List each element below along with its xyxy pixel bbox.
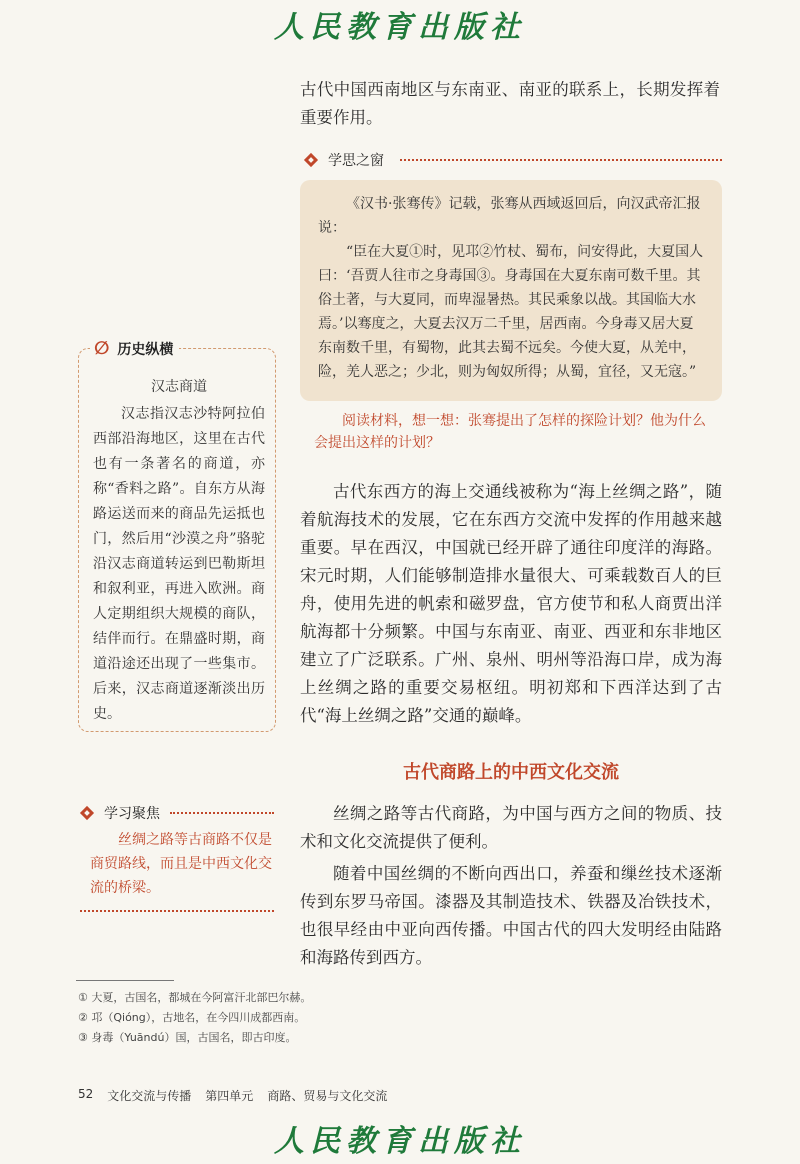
diamond-icon	[304, 153, 318, 167]
focus-label-text: 学习聚焦	[104, 806, 160, 822]
diamond-icon	[80, 806, 94, 820]
unit-number: 第四单元	[205, 1089, 254, 1103]
footnote-1: ① 大夏，古国名，都城在今阿富汗北部巴尔赫。	[78, 991, 312, 1004]
footnote-rule	[76, 980, 174, 981]
page-footer	[78, 1087, 387, 1104]
footnotes	[78, 988, 718, 1048]
main-paragraph	[300, 478, 722, 730]
focus-divider	[170, 812, 274, 814]
intro-text: 古代中国西南地区与东南亚、南亚的联系上，长期发挥着重要作用。	[300, 80, 720, 127]
swirl-icon: ∅	[94, 338, 110, 359]
history-sidebar	[78, 348, 276, 732]
publisher-logo-top: 人民教育出版社	[274, 10, 526, 45]
sidebar-title: 汉志商道	[151, 379, 207, 395]
thinking-window-label-text: 学思之窗	[328, 153, 384, 169]
book-title: 文化交流与传播	[107, 1089, 192, 1103]
history-sidebar-label	[90, 338, 179, 359]
sidebar-text: 汉志指汉志沙特阿拉伯西部沿海地区，这里在古代也有一条著名的商道，亦称“香料之路”。自东方从海路运送而来的商品先运抵也门，然后用“沙漠之舟”骆驼沿汉志商道转运到巴勒斯坦和叙利亚，再进入欧洲。商人定期组织大规模的商队，结伴而行。在鼎盛时期，商道沿途还出现了一些集市。后来，汉志商道逐渐淡出历史。	[93, 406, 265, 722]
footnote-3: ③ 身毒（Yuāndú）国，古国名，即古印度。	[78, 1031, 297, 1044]
publisher-logo-bottom: 人民教育出版社	[274, 1124, 526, 1159]
thinking-question: 阅读材料，想一想：张骞提出了怎样的探险计划？他为什么会提出这样的计划？	[314, 413, 706, 451]
footnote-2: ② 邛（Qióng），古地名，在今四川成都西南。	[78, 1011, 306, 1024]
focus-text-content: 丝绸之路等古商路不仅是商贸路线，而且是中西文化交流的桥梁。	[90, 832, 272, 896]
quote-box	[300, 180, 722, 401]
quote-text: “臣在大夏①时，见邛②竹杖、蜀布，问安得此，大夏国人曰：‘吾贾人往市之身毒国③。身毒国在大夏东南可数千里。其俗土著，与大夏同，而卑湿暑热。其民乘象以战。其国临大水焉。’以骞度之，大夏去汉万二千里，居西南。今身毒又居大夏东南数千里，有蜀物，此其去蜀不远矣。今使大夏，从羌中，险，羌人恶之；少北，则为匈奴所得；从蜀，宜径，又无寇。”	[318, 244, 704, 380]
section-paragraph-1: 丝绸之路等古代商路，为中国与西方之间的物质、技术和文化交流提供了便利。	[300, 804, 722, 851]
focus-bottom-divider	[80, 910, 274, 912]
section-heading: 古代商路上的中西文化交流	[403, 762, 619, 783]
section-paragraph-2: 随着中国丝绸的不断向西出口，养蚕和缫丝技术逐渐传到东罗马帝国。漆器及其制造技术、铁器及冶铁技术，也很早经由中亚向西传播。中国古代的四大发明经由陆路和海路传到西方。	[300, 864, 722, 967]
history-sidebar-label-text: 历史纵横	[117, 341, 174, 358]
quote-intro: 《汉书·张骞传》记载，张骞从西域返回后，向汉武帝汇报说：	[318, 196, 701, 236]
section-paragraphs	[300, 800, 722, 972]
divider	[400, 159, 722, 161]
thinking-window-label	[304, 150, 384, 170]
page-number: 52	[78, 1087, 94, 1101]
main-paragraph-text: 古代东西方的海上交通线被称为“海上丝绸之路”，随着航海技术的发展，它在东西方交流中发挥的作用越来越重要。早在西汉，中国就已经开辟了通往印度洋的海路。宋元时期，人们能够制造排水量很大、可乘载数百人的巨舟，使用先进的帆索和磁罗盘，官方使节和私人商贾出洋航海都十分频繁。中国与东南亚、南亚、西亚和东非地区建立了广泛联系。广州、泉州、明州等沿海口岸，成为海上丝绸之路的重要交易枢纽。明初郑和下西洋达到了古代“海上丝绸之路”交通的巅峰。	[300, 482, 722, 725]
intro-paragraph	[300, 76, 720, 132]
unit-title: 商路、贸易与文化交流	[267, 1089, 388, 1103]
focus-label	[80, 803, 160, 823]
focus-text	[90, 828, 278, 900]
